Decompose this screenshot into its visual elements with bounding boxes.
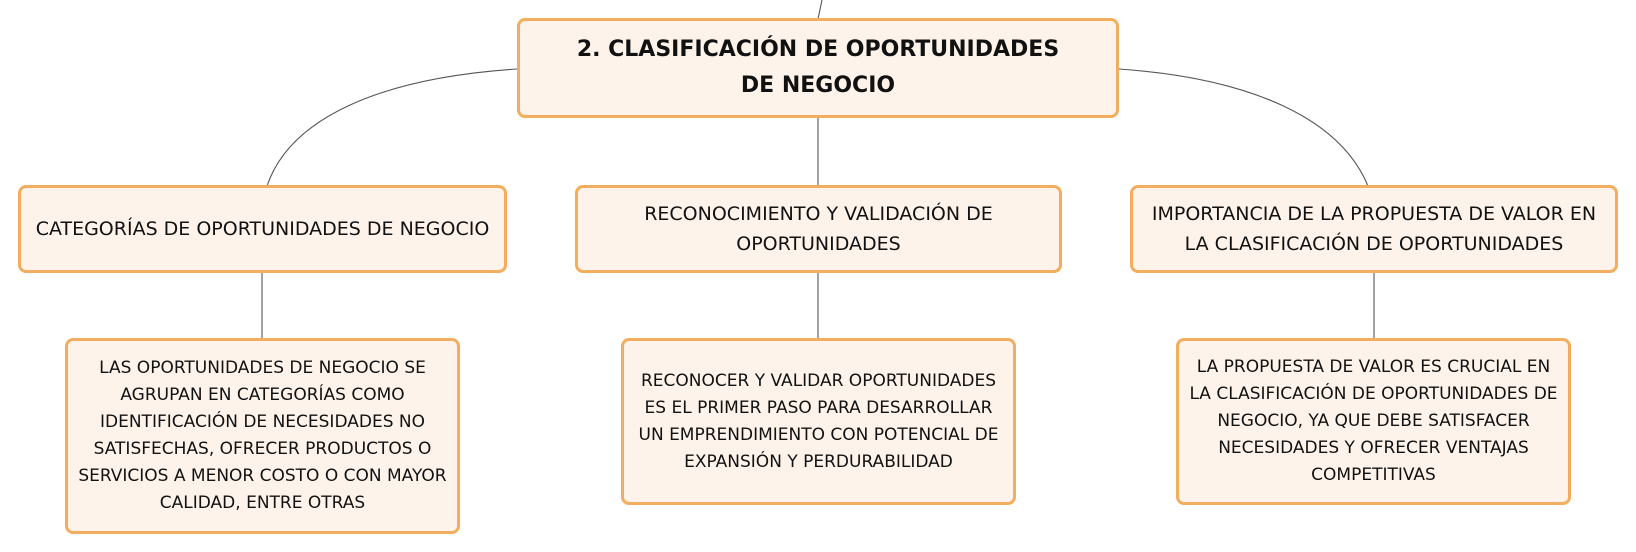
connector-root-to-categorias <box>267 69 517 186</box>
subtopic-title-categorias: CATEGORÍAS DE OPORTUNIDADES DE NEGOCIO <box>35 218 490 240</box>
detail-text-importancia: LA PROPUESTA DE VALOR ES CRUCIAL EN LA CLASIFICACIÓN DE OPORTUNIDADES DE NEGOCIO, YA QUE DEBE SATISFACER NECESIDADES Y OFRECER VENTAJAS COMPETITIVAS <box>1189 357 1558 485</box>
subtopic-title-importancia: IMPORTANCIA DE LA PROPUESTA DE VALOR EN LA CLASIFICACIÓN DE OPORTUNIDADES <box>1151 203 1597 255</box>
detail-node-reconocimiento[interactable] <box>621 338 1016 505</box>
connector-parent-to-root <box>818 0 822 19</box>
detail-node-importancia[interactable] <box>1176 338 1571 505</box>
detail-node-categorias[interactable] <box>65 338 460 534</box>
connector-root-to-importancia <box>1119 69 1368 186</box>
detail-text-reconocimiento: RECONOCER Y VALIDAR OPORTUNIDADES ES EL PRIMER PASO PARA DESARROLLAR UN EMPRENDIMIENTO CON POTENCIAL DE EXPANSIÓN Y PERDURABILIDAD <box>638 370 999 472</box>
root-topic-node[interactable] <box>517 18 1119 118</box>
subtopic-node-importancia[interactable] <box>1130 185 1618 273</box>
root-topic-title: 2. CLASIFICACIÓN DE OPORTUNIDADES DE NEGOCIO <box>576 37 1060 98</box>
detail-text-categorias: LAS OPORTUNIDADES DE NEGOCIO SE AGRUPAN EN CATEGORÍAS COMO IDENTIFICACIÓN DE NECESIDADES NO SATISFECHAS, OFRECER PRODUCTOS O SERVICIOS A MENOR COSTO O CON MAYOR CALIDAD, ENTRE OTRAS <box>78 358 447 513</box>
subtopic-node-categorias[interactable] <box>18 185 507 273</box>
subtopic-title-reconocimiento: RECONOCIMIENTO Y VALIDACIÓN DE OPORTUNIDADES <box>644 203 993 255</box>
subtopic-node-reconocimiento[interactable] <box>575 185 1062 273</box>
